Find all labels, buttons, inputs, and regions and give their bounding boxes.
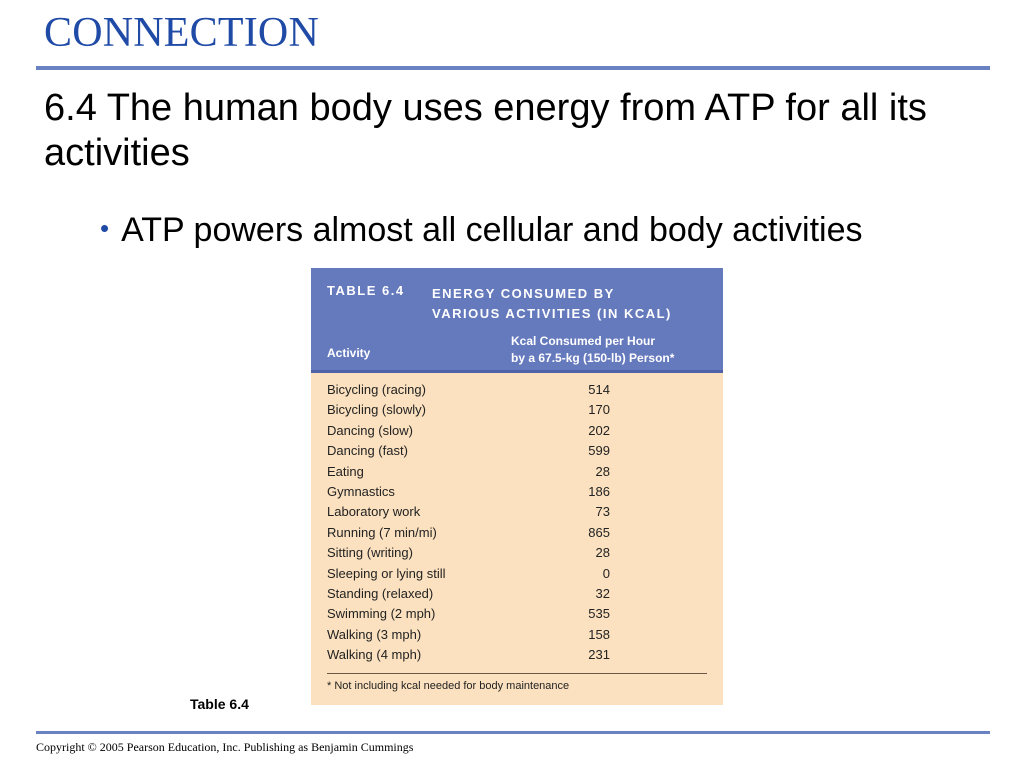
kcal-cell: 202	[588, 422, 610, 438]
activity-cell: Dancing (fast)	[327, 443, 408, 459]
activity-cell: Eating	[327, 463, 364, 479]
bullet-icon: •	[100, 213, 110, 243]
kcal-cell: 170	[588, 402, 610, 418]
section-label: CONNECTION	[44, 10, 319, 56]
copyright-text: Copyright © 2005 Pearson Education, Inc. Publishing as Benjamin Cummings	[36, 740, 414, 754]
table-footer-divider	[327, 673, 707, 674]
activity-cell: Standing (relaxed)	[327, 585, 434, 601]
kcal-cell: 28	[595, 463, 610, 479]
table-row	[311, 380, 723, 400]
table-footnote: * Not including kcal needed for body maintenance	[327, 680, 570, 692]
table-row	[311, 645, 723, 665]
activity-cell: Running (7 min/mi)	[327, 524, 437, 540]
table-caption-line: ENERGY CONSUMED BY	[432, 286, 615, 301]
table-row	[311, 482, 723, 502]
activity-cell: Sleeping or lying still	[327, 565, 446, 581]
table-reference: Table 6.4	[190, 696, 249, 712]
table-row	[311, 462, 723, 482]
kcal-cell: 0	[602, 565, 610, 581]
activity-cell: Gymnastics	[327, 483, 395, 499]
kcal-cell: 231	[588, 647, 610, 663]
bottom-divider	[36, 731, 990, 734]
kcal-cell: 186	[588, 483, 610, 499]
table-row	[311, 502, 723, 522]
activity-cell: Bicycling (racing)	[327, 382, 426, 397]
activity-cell: Swimming (2 mph)	[327, 606, 436, 622]
column-header-kcal	[511, 333, 674, 367]
column-header-kcal-line: Kcal Consumed per Hour	[511, 334, 656, 348]
activity-cell: Walking (3 mph)	[327, 626, 422, 642]
table-row	[311, 523, 723, 543]
table-row	[311, 625, 723, 645]
table-row	[311, 421, 723, 441]
kcal-cell: 28	[595, 545, 610, 561]
bullet-item	[100, 208, 863, 254]
activity-cell: Bicycling (slowly)	[327, 402, 426, 418]
activity-cell: Laboratory work	[327, 504, 421, 520]
table-row	[311, 604, 723, 624]
table-label: TABLE 6.4	[327, 283, 405, 298]
energy-table-figure	[311, 268, 723, 705]
activity-cell: Sitting (writing)	[327, 545, 413, 561]
activity-cell: Dancing (slow)	[327, 422, 413, 438]
column-header-kcal-line: by a 67.5-kg (150-lb) Person*	[511, 351, 675, 365]
kcal-cell: 32	[595, 585, 610, 601]
table-row	[311, 543, 723, 563]
table-row	[311, 400, 723, 420]
kcal-cell: 599	[588, 443, 610, 459]
kcal-cell: 158	[588, 626, 610, 642]
activity-cell: Walking (4 mph)	[327, 647, 422, 663]
table-header-band	[311, 268, 723, 370]
kcal-cell: 73	[595, 504, 610, 520]
bullet-text: ATP powers almost all cellular and body activities	[121, 211, 863, 249]
top-divider	[36, 66, 990, 70]
table-row	[311, 441, 723, 461]
column-header-activity: Activity	[327, 346, 371, 360]
table-caption	[432, 284, 672, 324]
table-row	[311, 564, 723, 584]
slide-title: 6.4 The human body uses energy from ATP for all its activities	[44, 87, 927, 174]
kcal-cell: 865	[588, 524, 610, 540]
kcal-cell: 514	[588, 382, 610, 397]
table-row	[311, 584, 723, 604]
table-caption-line: VARIOUS ACTIVITIES (IN KCAL)	[432, 306, 672, 321]
table-header-divider	[311, 370, 723, 373]
table-body	[311, 380, 723, 665]
kcal-cell: 535	[588, 606, 610, 622]
